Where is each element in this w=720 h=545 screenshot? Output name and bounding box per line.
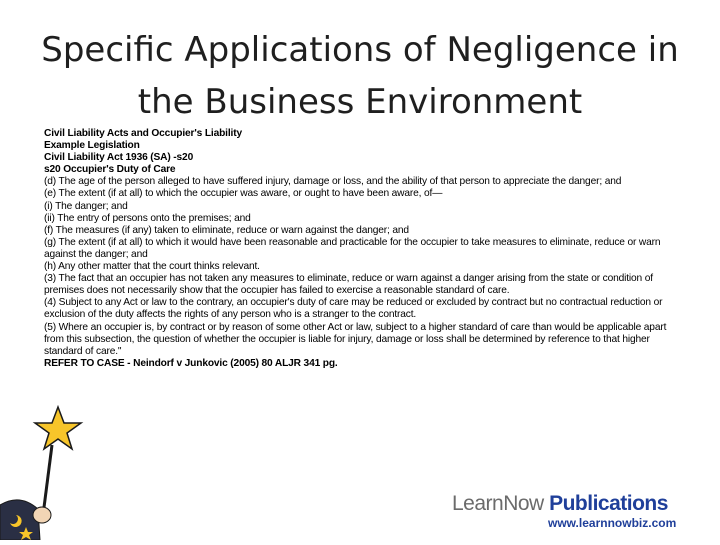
body-line: (f) The measures (if any) taken to eliminate, reduce or warn against the danger; and xyxy=(44,224,409,236)
body-line: (3) The fact that an occupier has not taken any measures to eliminate, reduce or warn against a danger arising from the state or condition of premises does not necessarily show that the occupier has failed to exercise a reasonable standard of care. xyxy=(44,273,653,297)
body-line: s20 Occupier's Duty of Care xyxy=(44,164,176,176)
body-line: (ii) The entry of persons onto the premises; and xyxy=(44,212,251,224)
slide-title-line-1: Specific Applications of Negligence in xyxy=(41,30,679,70)
body-line: Civil Liability Act 1936 (SA) -s20 xyxy=(44,152,194,164)
body-line: (5) Where an occupier is, by contract or by reason of some other Act or law, subject to a higher standard of care than would be applicable apart from this subsection, the question of whether the occupier is liable for injury, damage or loss shall be determined by reference to that higher standard of care." xyxy=(44,321,667,357)
brand-logo xyxy=(452,492,682,530)
wizard-illustration xyxy=(0,405,120,540)
body-line: (h) Any other matter that the court thinks relevant. xyxy=(44,261,260,273)
brand-name-learnnow: LearnNow xyxy=(452,492,544,515)
body-line: (i) The danger; and xyxy=(44,200,128,212)
body-line: Example Legislation xyxy=(44,140,140,152)
body-line: (4) Subject to any Act or law to the contrary, an occupier's duty of care may be reduced or excluded by contract but no contractual reduction or exclusion of the duty affects the rights of any person who is a stranger to the contract. xyxy=(44,297,663,321)
slide-title xyxy=(20,24,700,128)
slide-body xyxy=(44,128,680,370)
body-line: (d) The age of the person alleged to have suffered injury, damage or loss, and the ability of that person to appreciate the danger; and xyxy=(44,176,622,188)
body-line: Civil Liability Acts and Occupier's Liability xyxy=(44,128,242,139)
brand-name-publications: Publications xyxy=(549,492,668,515)
body-line: (g) The extent (if at all) to which it would have been reasonable and practicable for the occupier to take measures to eliminate, reduce or warn against the danger; and xyxy=(44,236,661,260)
slide-title-line-2: the Business Environment xyxy=(137,82,583,122)
brand-name xyxy=(452,492,682,516)
body-line: (e) The extent (if at all) to which the occupier was aware, or ought to have been aware, of— xyxy=(44,188,443,200)
brand-url: www.learnnowbiz.com xyxy=(548,516,677,530)
wizard-wand-icon xyxy=(0,405,120,540)
body-line-case-reference: REFER TO CASE - Neindorf v Junkovic (2005) 80 ALJR 341 pg. xyxy=(44,357,338,369)
